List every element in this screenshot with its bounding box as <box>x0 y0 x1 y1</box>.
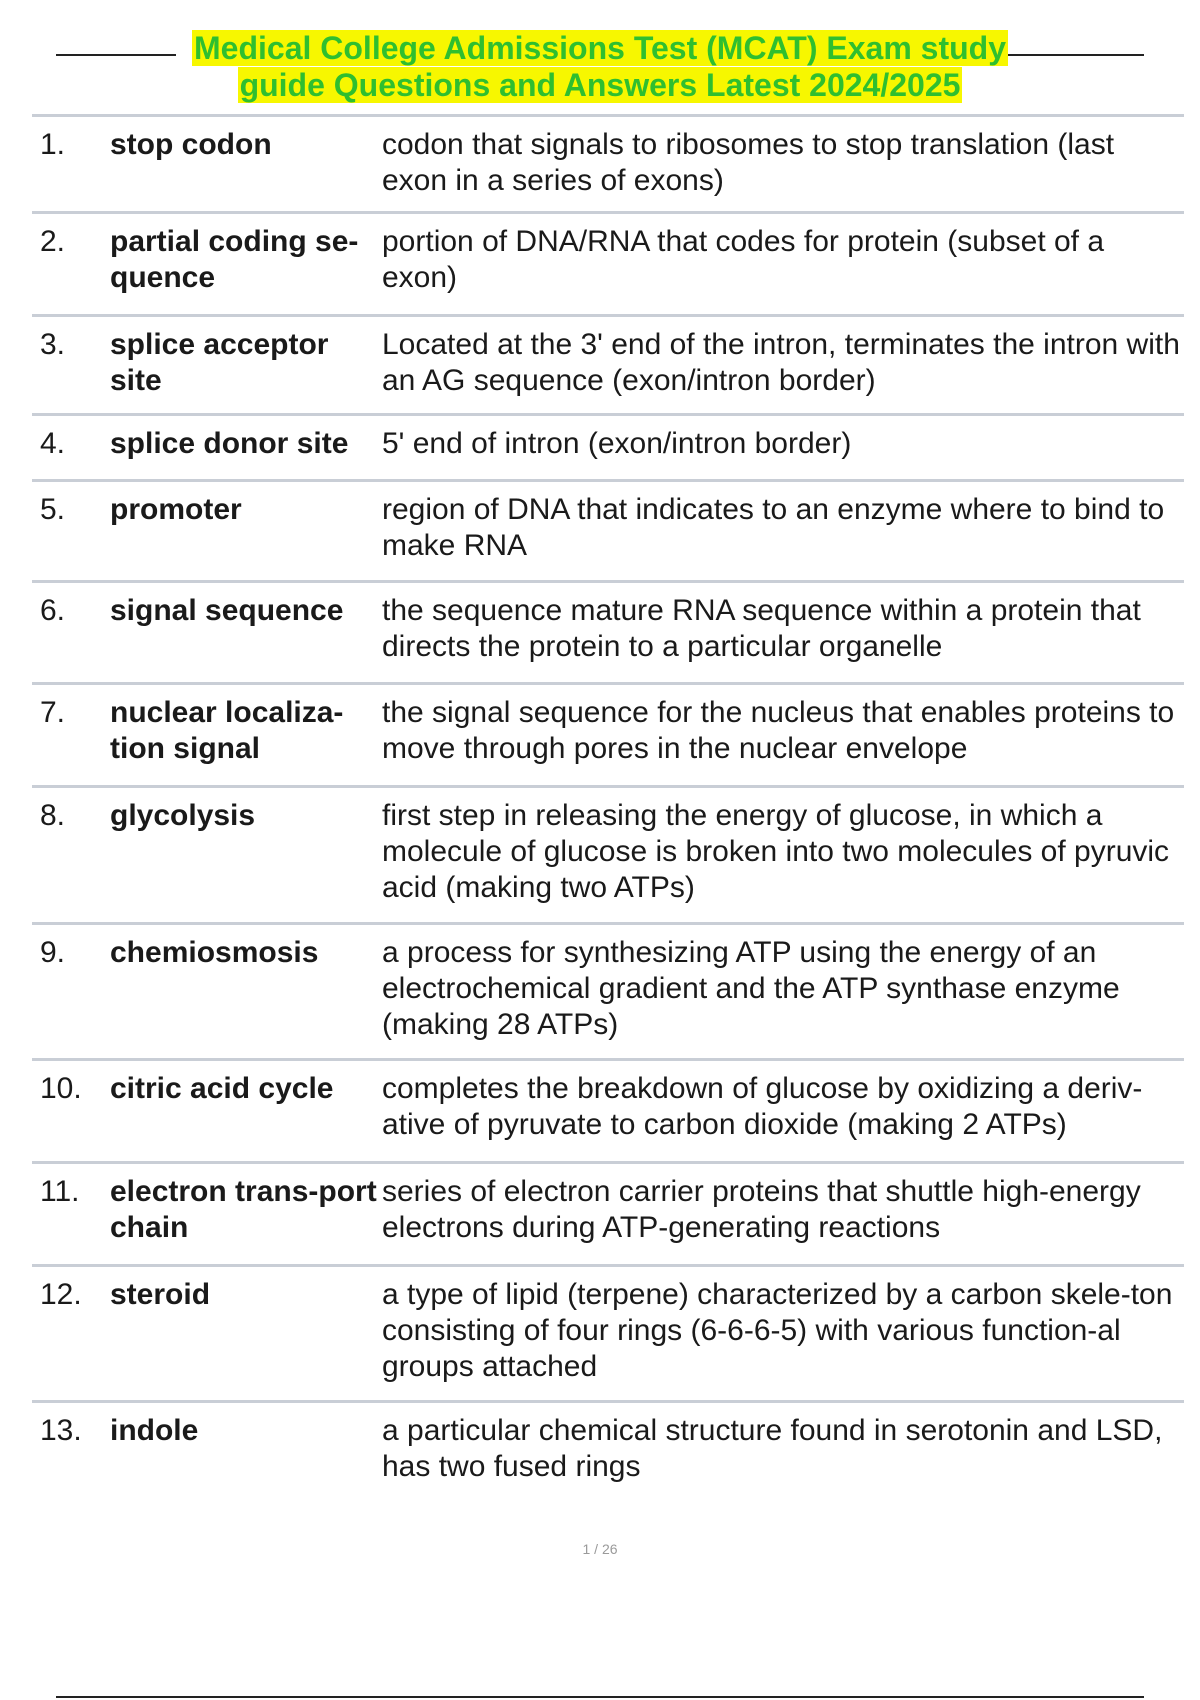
item-term: glycolysis <box>110 799 256 832</box>
item-definition: a particular chemical structure found in serotonin and LSD, has two fused rings <box>382 1414 1163 1483</box>
item-term: chemiosmosis <box>110 936 319 969</box>
qa-row <box>32 114 1184 211</box>
item-number: 13. <box>40 1414 82 1447</box>
qa-row <box>32 479 1184 580</box>
item-definition: 5' end of intron (exon/intron border) <box>382 427 852 460</box>
item-number: 6. <box>40 594 66 627</box>
qa-row <box>32 1264 1184 1400</box>
qa-row <box>32 682 1184 785</box>
item-definition: a type of lipid (terpene) characterized by a carbon skele-ton consisting of four rings (6-6-6-5) with various function-al groups attached <box>382 1278 1173 1383</box>
document-header <box>56 30 1144 106</box>
item-term: stop codon <box>110 128 272 161</box>
qa-row <box>32 1400 1184 1500</box>
item-term: splice donor site <box>110 427 349 460</box>
item-number: 4. <box>40 427 66 460</box>
qa-row <box>32 922 1184 1058</box>
item-number: 10. <box>40 1072 82 1105</box>
item-term: indole <box>110 1414 199 1447</box>
item-definition: the signal sequence for the nucleus that enables proteins to move through pores in the nuclear envelope <box>382 696 1175 765</box>
item-number: 9. <box>40 936 66 969</box>
qa-row <box>32 413 1184 479</box>
item-number: 11. <box>40 1175 80 1208</box>
item-definition: codon that signals to ribosomes to stop translation (last exon in a series of exons) <box>382 128 1115 197</box>
item-number: 2. <box>40 225 66 258</box>
title-line-1: Medical College Admissions Test (MCAT) Exam study <box>194 30 1006 66</box>
qa-row <box>32 785 1184 922</box>
item-term: promoter <box>110 493 242 526</box>
item-term: partial coding se-quence <box>110 225 359 294</box>
item-term: splice acceptor site <box>110 328 329 397</box>
item-term: citric acid cycle <box>110 1072 334 1105</box>
qa-row <box>32 580 1184 682</box>
item-definition: first step in releasing the energy of glucose, in which a molecule of glucose is broken into two molecules of pyruvic acid (making two ATPs) <box>382 799 1170 904</box>
item-term: signal sequence <box>110 594 344 627</box>
item-definition: portion of DNA/RNA that codes for protein (subset of a exon) <box>382 225 1105 294</box>
footer-rule <box>56 1696 1144 1698</box>
item-number: 12. <box>40 1278 82 1311</box>
item-definition: Located at the 3' end of the intron, terminates the intron with an AG sequence (exon/intron border) <box>382 328 1180 397</box>
item-number: 7. <box>40 696 66 729</box>
item-definition: region of DNA that indicates to an enzyme where to bind to make RNA <box>382 493 1165 562</box>
qa-row <box>32 1058 1184 1161</box>
qa-row <box>32 314 1184 413</box>
item-definition: the sequence mature RNA sequence within a protein that directs the protein to a particular organelle <box>382 594 1141 663</box>
item-definition: series of electron carrier proteins that shuttle high-energy electrons during ATP-generating reactions <box>382 1175 1141 1244</box>
title-line-2: guide Questions and Answers Latest 2024/2025 <box>239 67 961 103</box>
item-number: 8. <box>40 799 66 832</box>
item-definition: completes the breakdown of glucose by oxidizing a deriv-ative of pyruvate to carbon dioxide (making 2 ATPs) <box>382 1072 1143 1141</box>
page-number: 1 / 26 <box>582 1541 618 1557</box>
item-term: nuclear localiza-tion signal <box>110 696 344 765</box>
item-number: 5. <box>40 493 66 526</box>
qa-row <box>32 1161 1184 1264</box>
item-definition: a process for synthesizing ATP using the energy of an electrochemical gradient and the ATP synthase enzyme (making 28 ATPs) <box>382 936 1120 1041</box>
item-number: 3. <box>40 328 66 361</box>
qa-row <box>32 211 1184 314</box>
item-number: 1. <box>40 128 66 161</box>
qa-list <box>32 114 1184 1500</box>
item-term: electron trans-port chain <box>110 1175 377 1244</box>
document-title <box>56 30 1144 104</box>
item-term: steroid <box>110 1278 211 1311</box>
